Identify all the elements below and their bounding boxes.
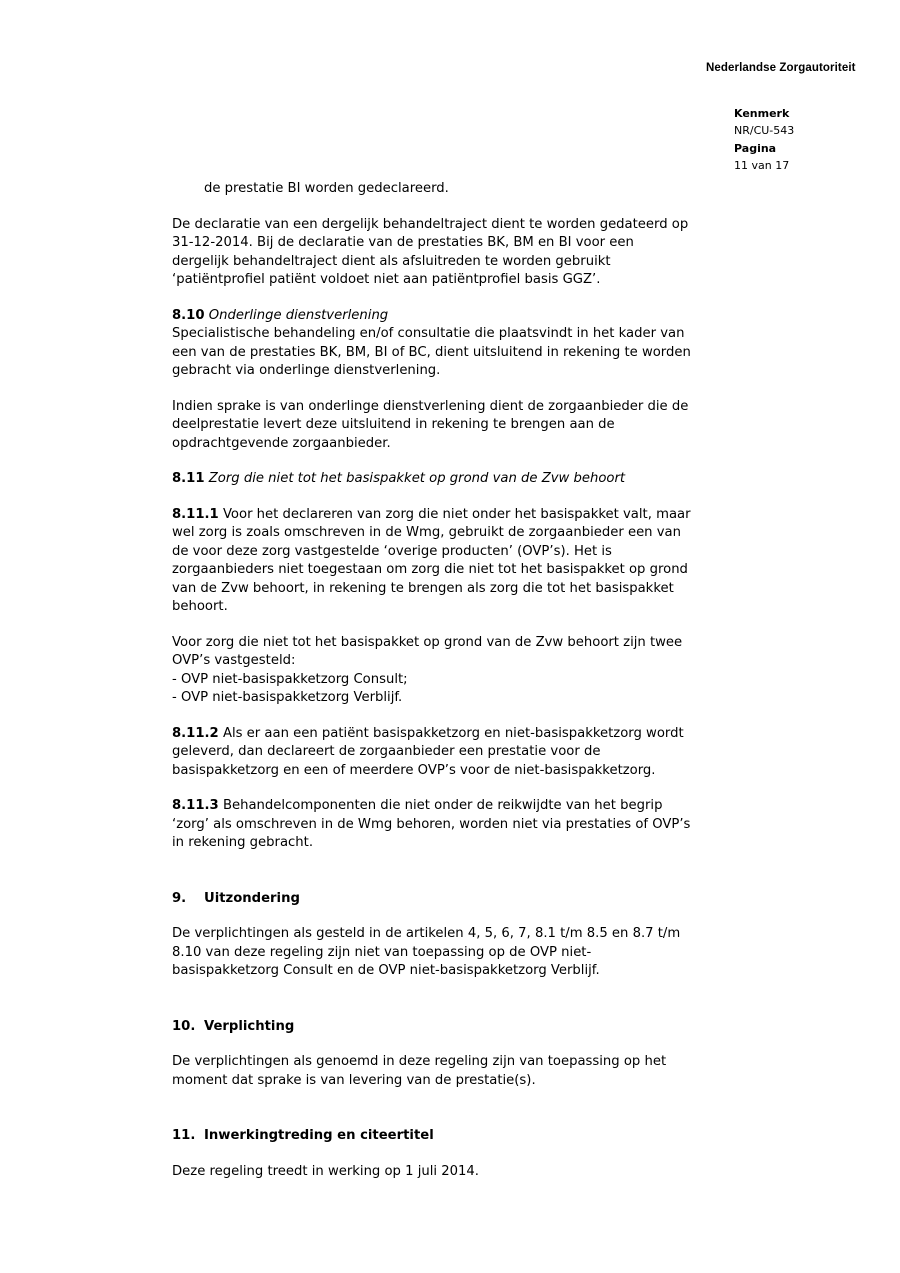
section-number: 8.11.1 <box>172 506 219 522</box>
kenmerk-label: Kenmerk <box>734 107 790 120</box>
section-8-11-2 <box>172 725 692 781</box>
organization-name: Nederlandse Zorgautoriteit <box>706 62 856 74</box>
section-text: Behandelcomponenten die niet onder de reikwijdte van het begrip ‘zorg’ als omschreven in de Wmg behoren, worden niet via prestaties of OVP’s in rekening gebracht. <box>172 798 691 850</box>
section-title: Onderlinge dienstverlening <box>208 307 389 323</box>
section-title: Uitzondering <box>204 890 300 906</box>
paragraph: De declaratie van een dergelijk behandeltraject dient te worden gedateerd op 31-12-2014. Bij de declaratie van de prestaties BK, BM en BI voor een dergelijk behandeltraject dient als afsluitreden te worden gebruikt ‘patiëntprofiel patiënt voldoet niet aan patiëntprofiel basis GGZ’. <box>172 216 689 287</box>
section-title: Verplichting <box>204 1018 295 1034</box>
pagina-label: Pagina <box>734 142 777 155</box>
section-number: 8.11 <box>172 471 205 486</box>
section-title: Zorg die niet tot het basispakket op grond van de Zvw behoort <box>208 471 626 486</box>
section-number: 9. <box>172 890 187 906</box>
paragraph: De verplichtingen als gesteld in de artikelen 4, 5, 6, 7, 8.1 t/m 8.5 en 8.7 t/m 8.10 van deze regeling zijn niet van toepassing op de OVP niet-basispakketzorg Consult en de OVP niet-basispakketzorg Verblijf. <box>172 926 681 978</box>
paragraph: Voor zorg die niet tot het basispakket op grond van de Zvw behoort zijn twee OVP’s vastgesteld: <box>172 634 683 668</box>
document-meta <box>734 104 884 175</box>
paragraph: Specialistische behandeling en/of consultatie die plaatsvindt in het kader van een van de prestaties BK, BM, BI of BC, dient uitsluitend in rekening te worden gebracht via onderlinge dienstverlening. <box>172 326 691 378</box>
list-item: - OVP niet-basispakketzorg Verblijf. <box>172 690 403 705</box>
section-text: Als er aan een patiënt basispakketzorg en niet-basispakketzorg wordt geleverd, dan declareert de zorgaanbieder een prestatie voor de basispakketzorg en een of meerdere OVP’s voor de niet-basispakketzorg. <box>172 725 684 778</box>
section-number: 8.11.2 <box>172 725 219 741</box>
section-title: Inwerkingtreding en citeertitel <box>204 1128 434 1143</box>
paragraph: De verplichtingen als genoemd in deze regeling zijn van toepassing op het moment dat sprake is van levering van de prestatie(s). <box>172 1054 667 1088</box>
section-8-11-1 <box>172 506 692 617</box>
document-body <box>172 180 692 1181</box>
section-number: 8.10 <box>172 307 205 323</box>
section-10-heading <box>172 1018 692 1037</box>
section-number: 8.11.3 <box>172 798 219 813</box>
section-8-11-3 <box>172 797 692 853</box>
section-11-heading <box>172 1127 692 1146</box>
section-9-heading <box>172 890 692 909</box>
kenmerk-value: NR/CU-543 <box>734 124 795 137</box>
section-text: Voor het declareren van zorg die niet onder het basispakket valt, maar wel zorg is zoals omschreven in de Wmg, gebruikt de zorgaanbieder een van de voor deze zorg vastgestelde ‘overige producten’ (OVP’s). Het is zorgaanbieders niet toegestaan om zorg die niet tot het basispakket op grond van de Zvw behoort, in rekening te brengen als zorg die tot het basispakket behoort. <box>172 506 691 614</box>
paragraph: Deze regeling treedt in werking op 1 juli 2014. <box>172 1163 480 1179</box>
paragraph: Indien sprake is van onderlinge dienstverlening dient de zorgaanbieder die de deelprestatie levert deze uitsluitend in rekening te brengen aan de opdrachtgevende zorgaanbieder. <box>172 398 689 451</box>
section-number: 11. <box>172 1128 196 1143</box>
section-8-10-heading <box>172 307 692 326</box>
pagina-value: 11 van 17 <box>734 159 790 172</box>
section-number: 10. <box>172 1018 196 1034</box>
list-item: - OVP niet-basispakketzorg Consult; <box>172 671 408 687</box>
section-8-11-heading <box>172 470 692 489</box>
paragraph: de prestatie BI worden gedeclareerd. <box>204 181 449 196</box>
